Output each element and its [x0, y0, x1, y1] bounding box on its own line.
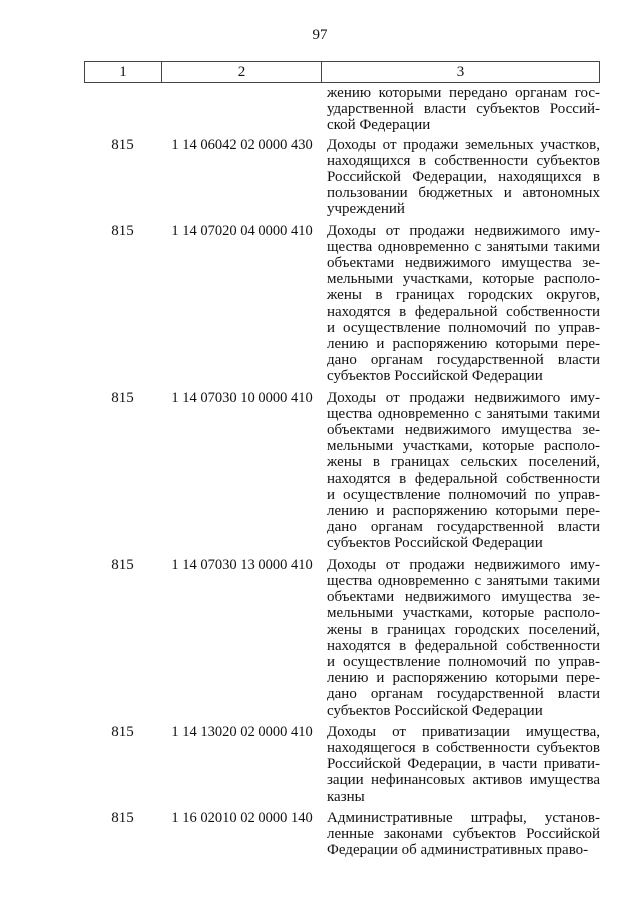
description-cell	[323, 223, 600, 385]
table-row	[84, 810, 600, 859]
description-cell	[323, 85, 600, 134]
table-row	[84, 557, 600, 719]
code-cell: 815	[111, 136, 134, 153]
code-cell	[84, 85, 161, 134]
description-line: субъектов Российской Федерации	[327, 535, 543, 552]
description-line: дано органам государственной власти	[327, 686, 600, 703]
kbk-cell: 1 14 13020 02 0000 410	[171, 723, 313, 740]
kbk-cell: 1 14 07030 13 0000 410	[171, 556, 313, 573]
code-cell: 815	[111, 723, 134, 740]
description-line: мельными участками, которые располо-	[327, 271, 600, 288]
description-cell	[323, 137, 600, 218]
table-row	[84, 724, 600, 805]
description-line: лению и распоряжению которыми пере-	[327, 503, 600, 520]
kbk-cell: 1 16 02010 02 0000 140	[171, 809, 313, 826]
description-line: и осуществление полномочий по управ-	[327, 486, 600, 503]
description-line: Российской Федерации, находящихся в	[327, 169, 600, 186]
description-line: жены в границах городских округов,	[327, 287, 600, 304]
description-line: Федерации об административных право-	[327, 842, 589, 859]
code-cell: 815	[111, 222, 134, 239]
description-line: дано органам государственной власти	[327, 352, 600, 369]
description-line: ской Федерации	[327, 117, 431, 134]
description-cell	[323, 810, 600, 859]
kbk-cell: 1 14 06042 02 0000 430	[171, 136, 313, 153]
description-line: субъектов Российской Федерации	[327, 368, 543, 385]
table-row	[84, 390, 600, 552]
description-line: субъектов Российской Федерации	[327, 702, 543, 719]
description-line: щества одновременно с занятыми такими	[327, 405, 600, 422]
code-cell: 815	[111, 556, 134, 573]
description-line: Доходы от продажи недвижимого иму-	[327, 222, 600, 239]
header-col-1: 1	[85, 62, 162, 82]
description-line: ленные законами субъектов Российской	[327, 825, 600, 842]
description-line: объектами недвижимого имущества зе-	[327, 422, 600, 439]
description-line: учреждений	[327, 201, 405, 218]
kbk-cell	[161, 85, 323, 134]
description-cell	[323, 390, 600, 552]
table-header	[84, 61, 600, 83]
description-line: находящегося в собственности субъектов	[327, 739, 600, 756]
description-line: зации нефинансовых активов имущества	[327, 772, 600, 789]
table-row	[84, 137, 600, 218]
description-line: лению и распоряжению которыми пере-	[327, 336, 600, 353]
table-row-continuation	[84, 85, 600, 134]
description-line: щества одновременно с занятыми такими	[327, 572, 600, 589]
description-line: мельными участками, которые располо-	[327, 605, 600, 622]
kbk-cell: 1 14 07030 10 0000 410	[171, 389, 313, 406]
description-line: пользовании бюджетных и автономных	[327, 185, 600, 202]
description-line: Российской Федерации, в части привати-	[327, 756, 600, 773]
kbk-cell: 1 14 07020 04 0000 410	[171, 222, 313, 239]
table-body	[84, 85, 600, 858]
description-line: Доходы от продажи недвижимого иму-	[327, 389, 600, 406]
description-line: Административные штрафы, установ-	[327, 809, 600, 826]
description-line: дано органам государственной власти	[327, 519, 600, 536]
description-line: щества одновременно с занятыми такими	[327, 238, 600, 255]
header-col-2: 2	[162, 62, 322, 82]
description-line: объектами недвижимого имущества зе-	[327, 255, 600, 272]
description-line: Доходы от продажи недвижимого иму-	[327, 556, 600, 573]
description-line: находящихся в собственности субъектов	[327, 152, 600, 169]
description-line: Доходы от продажи земельных участков,	[327, 136, 600, 153]
description-line: Доходы от приватизации имущества,	[327, 723, 600, 740]
description-line: казны	[327, 788, 365, 805]
description-cell	[323, 724, 600, 805]
description-line: жены в границах городских поселений,	[327, 621, 600, 638]
description-line: и осуществление полномочий по управ-	[327, 653, 600, 670]
code-cell: 815	[111, 809, 134, 826]
description-line: ударственной власти субъектов Россий-	[327, 101, 600, 118]
code-cell: 815	[111, 389, 134, 406]
description-line: находятся в федеральной собственности	[327, 637, 600, 654]
page-number: 97	[312, 27, 328, 43]
description-line: лению и распоряжению которыми пере-	[327, 670, 600, 687]
description-line: жению которыми передано органам гос-	[327, 85, 600, 101]
description-line: и осуществление полномочий по управ-	[327, 319, 600, 336]
header-col-3: 3	[456, 63, 465, 80]
table-row	[84, 223, 600, 385]
description-line: мельными участками, которые располо-	[327, 438, 600, 455]
description-line: жены в границах сельских поселений,	[327, 454, 600, 471]
description-line: находятся в федеральной собственности	[327, 470, 600, 487]
description-cell	[323, 557, 600, 719]
description-line: объектами недвижимого имущества зе-	[327, 589, 600, 606]
description-line: находятся в федеральной собственности	[327, 303, 600, 320]
